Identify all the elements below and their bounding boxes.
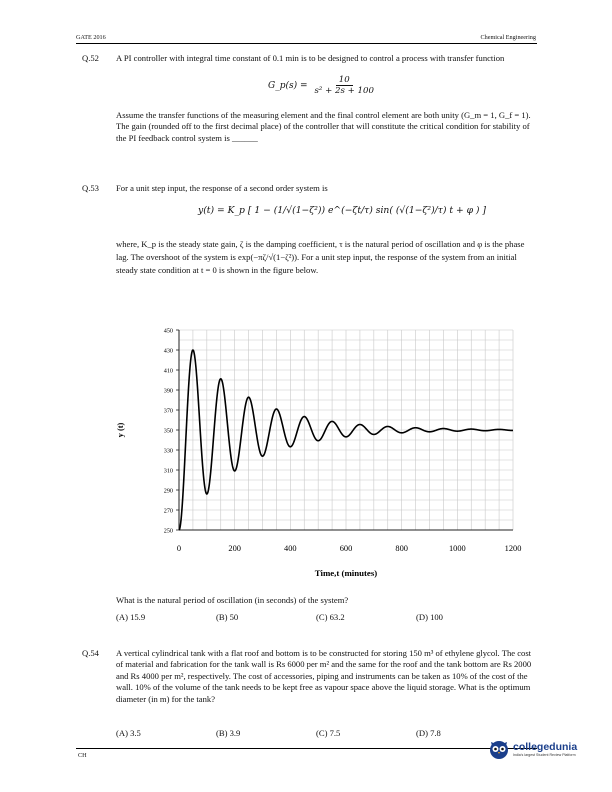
logo-text: collegedunia bbox=[513, 740, 578, 753]
y-tick-label: 350 bbox=[163, 427, 173, 435]
header-subject: Chemical Engineering bbox=[480, 34, 536, 41]
q54-option-d: (D) 7.8 bbox=[416, 728, 441, 738]
q53-option-b: (B) 50 bbox=[216, 612, 239, 622]
logo-tagline: India's largest Student Review Platform bbox=[513, 752, 576, 757]
x-tick-label: 1200 bbox=[504, 544, 522, 553]
y-tick-label: 390 bbox=[163, 387, 173, 395]
q53-intro: For a unit step input, the response of a second order system is bbox=[116, 183, 328, 193]
response-chart bbox=[110, 322, 530, 582]
q53-option-d: (D) 100 bbox=[416, 612, 443, 622]
x-tick-label: 600 bbox=[339, 544, 353, 553]
q52-eq-num: 10 bbox=[336, 75, 353, 86]
collegedunia-logo bbox=[488, 738, 577, 760]
y-tick-label: 450 bbox=[163, 327, 173, 335]
q53-where: where, K_p is the steady state gain, ζ is the damping coefficient, τ is the natural period of oscillation and φ is the phase lag. The overshoot of the system is exp(−πζ/√(1−ζ²)). For a unit step input, the response of the system from an initial steady state condition at t = 0 is shown in the figure below. bbox=[116, 239, 525, 275]
footer-code: CH bbox=[78, 752, 87, 759]
q53-equation: y(t) = K_p [ 1 − (1/√(1−ζ²)) e^(−ζt/τ) sin( (√(1−ζ²)/τ) t + φ ) ] bbox=[198, 205, 487, 216]
q54-option-b: (B) 3.9 bbox=[216, 728, 241, 738]
q52-text: A PI controller with integral time constant of 0.1 min is to be designed to control a process with transfer function bbox=[116, 53, 505, 63]
y-tick-label: 330 bbox=[163, 447, 173, 455]
q53-number: Q.53 bbox=[82, 183, 99, 193]
y-tick-label: 410 bbox=[163, 367, 173, 375]
y-tick-label: 250 bbox=[163, 527, 173, 535]
header-rule bbox=[76, 43, 537, 44]
y-tick-label: 270 bbox=[163, 507, 173, 515]
q52-equation bbox=[268, 75, 377, 96]
x-tick-label: 800 bbox=[395, 544, 408, 553]
q52-number: Q.52 bbox=[82, 53, 99, 63]
q52-eq-den: s² + 2s + 100 bbox=[314, 86, 374, 96]
x-tick-label: 400 bbox=[284, 544, 297, 553]
footer-rule bbox=[76, 748, 537, 749]
x-axis-label: Time,t (minutes) bbox=[314, 568, 378, 578]
y-axis-label: y (t) bbox=[116, 422, 125, 438]
header-exam: GATE 2016 bbox=[76, 34, 106, 41]
x-tick-label: 0 bbox=[176, 544, 182, 553]
y-tick-label: 290 bbox=[163, 487, 173, 495]
q54-number: Q.54 bbox=[82, 648, 99, 658]
y-tick-label: 310 bbox=[163, 467, 173, 475]
q54-text: A vertical cylindrical tank with a flat roof and bottom is to be constructed for storing 150 m³ of ethylene glycol. The cost of material and fabrication for the tank wall is Rs 6000 per m² and the same for the roof and the tank bottom are Rs 2000 and Rs 4000 per m², respectively. The cost of accessories, piping and instruments can be taken as 10% of the cost of the wall. 10% of the volume of the tank needs to be kept free as vapour space above the liquid storage. What is the optimum diameter (in m) for the tank? bbox=[116, 648, 532, 704]
q54-option-c: (C) 7.5 bbox=[316, 728, 341, 738]
chart-svg bbox=[110, 322, 530, 582]
y-tick-label: 430 bbox=[163, 347, 173, 355]
q54-option-a: (A) 3.5 bbox=[116, 728, 141, 738]
q52-eq-lhs: G_p(s) = bbox=[268, 80, 308, 91]
owl-icon bbox=[488, 738, 510, 760]
q53-option-c: (C) 63.2 bbox=[316, 612, 345, 622]
q53-option-a: (A) 15.9 bbox=[116, 612, 146, 622]
x-tick-label: 1000 bbox=[448, 544, 466, 553]
y-tick-label: 370 bbox=[163, 407, 173, 415]
q52-text2: Assume the transfer functions of the measuring element and the final control element are both unity (G_m = 1, G_f = 1). The gain (rounded off to the first decimal place) of the controller that will constitute the critical condition for stability of the PI feedback control system is ______ bbox=[116, 110, 531, 143]
q53-question: What is the natural period of oscillation (in seconds) of the system? bbox=[116, 595, 349, 605]
x-tick-label: 200 bbox=[228, 544, 241, 553]
